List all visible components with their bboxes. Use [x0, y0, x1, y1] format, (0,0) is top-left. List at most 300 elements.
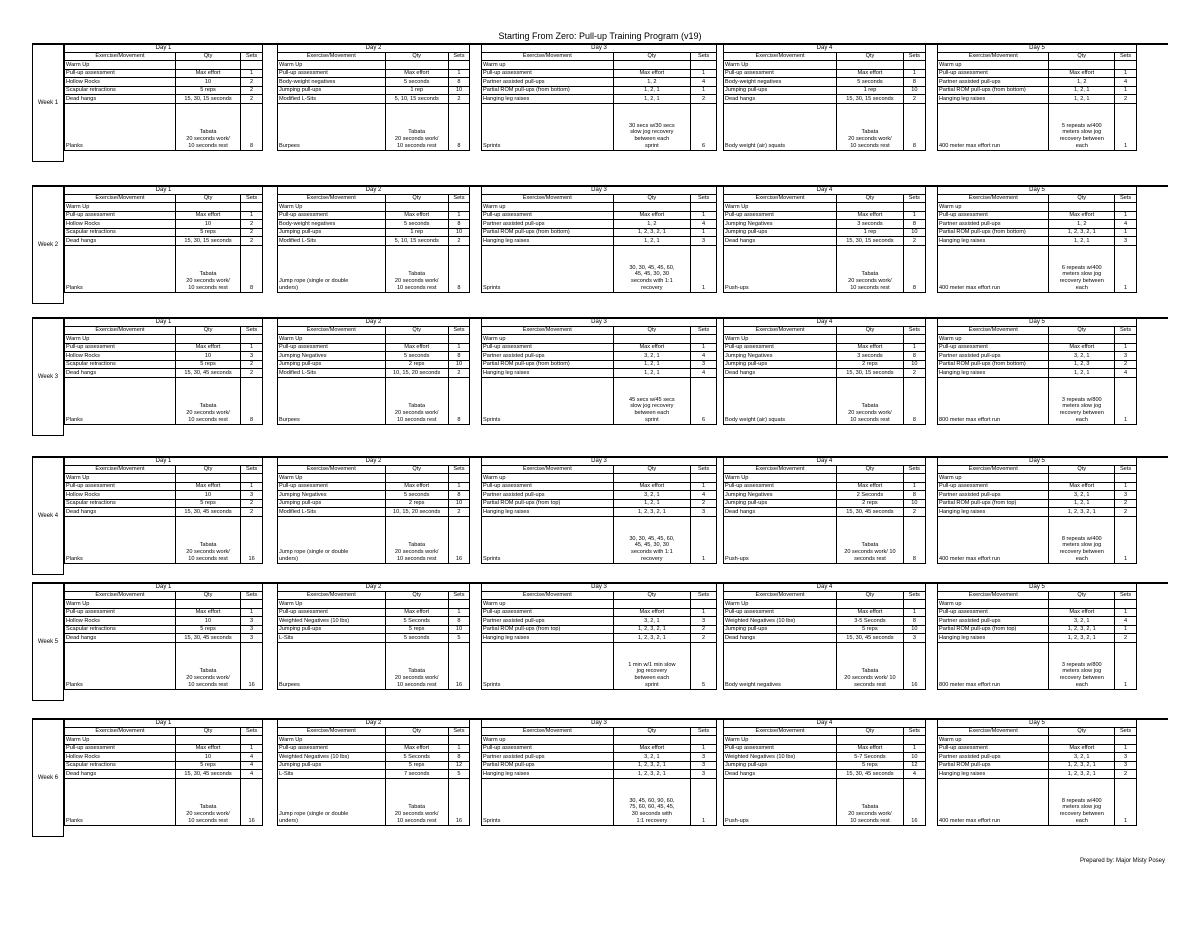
exercise-cell: Dead hangs [724, 369, 837, 378]
exercise-cell: Dead hangs [65, 634, 176, 643]
exercise-cell: Scapular retractions [65, 499, 176, 508]
exercise-row [724, 61, 926, 70]
exercise-row [724, 770, 926, 779]
day-header: Day 5 [938, 44, 1137, 53]
exercise-cell: Sprints [482, 245, 614, 292]
exercise-row [278, 220, 470, 229]
qty-cell: 5-7 Seconds [837, 753, 904, 762]
exercise-row [278, 203, 470, 212]
sets-cell: 1 [691, 482, 717, 491]
sets-cell: 3 [691, 770, 717, 779]
day-header: Day 4 [724, 719, 926, 728]
sets-cell: 2 [691, 634, 717, 643]
qty-cell: 1, 2 [613, 220, 691, 229]
exercise-cell: Warm Up [724, 600, 837, 609]
exercise-cell: Warm up [482, 203, 614, 212]
sets-cell: 2 [1115, 770, 1137, 779]
sets-cell [448, 335, 469, 344]
sets-cell: 3 [1115, 352, 1137, 361]
col-header-sets: Sets [448, 728, 469, 736]
exercise-row [482, 103, 717, 150]
col-header-exercise: Exercise/Movement [724, 592, 837, 600]
qty-cell: 15, 30, 15 seconds [175, 237, 240, 246]
exercise-cell: Pull-up assessment [482, 744, 614, 753]
qty-cell: Max effort [837, 211, 904, 220]
qty-cell: 15, 30, 15 seconds [837, 95, 904, 104]
col-header-exercise: Exercise/Movement [278, 728, 386, 736]
qty-cell: 30, 45, 60, 90, 60, 75, 60, 60, 45, 45, 30 seconds with 1:1 recovery [613, 778, 691, 825]
exercise-cell: Jumping pull-ups [278, 228, 386, 237]
exercise-cell: Jumping pull-ups [278, 499, 386, 508]
exercise-row [482, 86, 717, 95]
sets-cell: 1 [241, 608, 263, 617]
exercise-row [65, 617, 263, 626]
qty-cell [175, 203, 240, 212]
sets-cell [448, 203, 469, 212]
sets-cell [903, 61, 925, 70]
sets-cell: 10 [448, 86, 469, 95]
exercise-cell: Pull-up assessment [724, 744, 837, 753]
sets-cell [448, 600, 469, 609]
col-header-qty: Qty [837, 195, 904, 203]
col-header-exercise: Exercise/Movement [482, 53, 614, 61]
qty-cell: 10 [175, 491, 240, 500]
qty-cell: Max effort [175, 482, 240, 491]
sets-cell: 8 [903, 103, 925, 150]
exercise-cell: Partner assisted pull-ups [482, 220, 614, 229]
exercise-row [938, 343, 1137, 352]
exercise-cell: Jumping pull-ups [724, 761, 837, 770]
exercise-row [938, 78, 1137, 87]
exercise-cell: Pull-up assessment [65, 343, 176, 352]
qty-cell [385, 600, 448, 609]
sets-cell: 1 [691, 69, 717, 78]
exercise-cell: Modified L-Sits [278, 369, 386, 378]
qty-cell: Max effort [1049, 744, 1115, 753]
day-table [937, 718, 1136, 826]
exercise-cell: Partial ROM pull-ups (from bottom) [482, 228, 614, 237]
exercise-row [65, 237, 263, 246]
col-header-sets: Sets [691, 327, 717, 335]
qty-cell: 1 min w/1 min slow jog recovery between each sprint [613, 642, 691, 689]
qty-cell [613, 203, 691, 212]
exercise-cell: Push-ups [724, 778, 837, 825]
col-header-exercise: Exercise/Movement [724, 728, 837, 736]
sets-cell [241, 203, 263, 212]
sets-cell: 1 [691, 245, 717, 292]
exercise-cell: Pull-up assessment [278, 482, 386, 491]
qty-cell: Tabata 20 seconds work/ 10 seconds rest [837, 103, 904, 150]
day-header: Day 1 [65, 457, 263, 466]
qty-cell: 5 reps [175, 625, 240, 634]
exercise-row [65, 608, 263, 617]
qty-cell [837, 474, 904, 483]
exercise-row [482, 220, 717, 229]
qty-cell: 5 Seconds [385, 753, 448, 762]
exercise-row [65, 736, 263, 745]
sets-cell: 2 [241, 499, 263, 508]
exercise-cell: Jumping Negatives [724, 220, 837, 229]
qty-cell [1049, 736, 1115, 745]
exercise-cell: Warm Up [65, 600, 176, 609]
exercise-cell: Jumping pull-ups [278, 625, 386, 634]
exercise-row [65, 86, 263, 95]
sets-cell: 2 [241, 86, 263, 95]
qty-cell: 2 reps [837, 499, 904, 508]
sets-cell: 2 [241, 220, 263, 229]
col-header-sets: Sets [903, 195, 925, 203]
exercise-cell: Warm up [482, 600, 614, 609]
qty-cell: 3, 2, 1 [613, 491, 691, 500]
exercise-cell: Pull-up assessment [65, 608, 176, 617]
sets-cell [1115, 474, 1137, 483]
day-header: Day 1 [65, 583, 263, 592]
qty-cell: Max effort [385, 211, 448, 220]
exercise-row [278, 491, 470, 500]
col-header-exercise: Exercise/Movement [482, 592, 614, 600]
sets-cell: 1 [1115, 86, 1137, 95]
sets-cell: 3 [1115, 753, 1137, 762]
exercise-row [278, 228, 470, 237]
exercise-row [278, 625, 470, 634]
exercise-row [938, 753, 1137, 762]
exercise-row [482, 237, 717, 246]
exercise-row [278, 482, 470, 491]
exercise-cell: Warm up [938, 736, 1049, 745]
sets-cell: 2 [903, 237, 925, 246]
exercise-cell: Hanging leg raises [938, 770, 1049, 779]
day-header: Day 2 [278, 44, 470, 53]
sets-cell [903, 736, 925, 745]
sets-cell: 1 [241, 482, 263, 491]
exercise-row [278, 516, 470, 563]
exercise-row [938, 736, 1137, 745]
exercise-row [278, 617, 470, 626]
exercise-cell: 800 meter max effort run [938, 377, 1049, 424]
exercise-cell: Planks [65, 377, 176, 424]
col-header-sets: Sets [241, 327, 263, 335]
sets-cell: 1 [903, 482, 925, 491]
qty-cell: Tabata 20 seconds work/ 10 seconds rest [175, 642, 240, 689]
exercise-row [482, 753, 717, 762]
exercise-cell: Pull-up assessment [938, 211, 1049, 220]
qty-cell [1049, 600, 1115, 609]
exercise-row [278, 211, 470, 220]
exercise-cell: Pull-up assessment [278, 211, 386, 220]
exercise-cell: Warm Up [278, 203, 386, 212]
sets-cell: 10 [903, 86, 925, 95]
qty-cell: 10 [175, 753, 240, 762]
sets-cell: 16 [241, 516, 263, 563]
exercise-row [482, 778, 717, 825]
sets-cell [691, 203, 717, 212]
sets-cell: 1 [1115, 642, 1137, 689]
col-header-qty: Qty [175, 728, 240, 736]
exercise-cell: Hanging leg raises [938, 237, 1049, 246]
sets-cell: 8 [448, 245, 469, 292]
exercise-row [938, 237, 1137, 246]
qty-cell: Max effort [1049, 608, 1115, 617]
exercise-cell: Jumping pull-ups [724, 625, 837, 634]
day-table [277, 718, 469, 826]
sets-cell: 3 [241, 625, 263, 634]
qty-cell [1049, 203, 1115, 212]
qty-cell [175, 61, 240, 70]
col-header-sets: Sets [691, 728, 717, 736]
sets-cell: 2 [1115, 508, 1137, 517]
col-header-qty: Qty [175, 195, 240, 203]
qty-cell: Max effort [837, 744, 904, 753]
sets-cell: 10 [448, 625, 469, 634]
exercise-row [65, 474, 263, 483]
col-header-exercise: Exercise/Movement [724, 195, 837, 203]
qty-cell: 30, 30, 45, 45, 60, 45, 45, 30, 30 seconds with 1:1 recovery [613, 516, 691, 563]
exercise-row [482, 360, 717, 369]
sets-cell [1115, 61, 1137, 70]
col-header-qty: Qty [837, 466, 904, 474]
exercise-cell: Warm up [938, 474, 1049, 483]
exercise-cell: Hollow Rocks [65, 617, 176, 626]
exercise-cell: Pull-up assessment [278, 744, 386, 753]
exercise-cell: Scapular retractions [65, 86, 176, 95]
qty-cell [175, 474, 240, 483]
col-header-sets: Sets [448, 466, 469, 474]
exercise-row [938, 352, 1137, 361]
exercise-row [938, 508, 1137, 517]
exercise-cell: Weighted Negatives (10 lbs) [724, 617, 837, 626]
exercise-row [278, 377, 470, 424]
sets-cell: 8 [448, 220, 469, 229]
sets-cell: 1 [1115, 211, 1137, 220]
qty-cell: 1, 2 [1049, 220, 1115, 229]
exercise-row [724, 220, 926, 229]
exercise-row [724, 228, 926, 237]
sets-cell: 4 [241, 770, 263, 779]
qty-cell: 3, 2, 1 [613, 352, 691, 361]
exercise-row [724, 369, 926, 378]
col-header-exercise: Exercise/Movement [65, 195, 176, 203]
sets-cell: 16 [448, 778, 469, 825]
exercise-row [278, 770, 470, 779]
day-table [723, 582, 925, 690]
sets-cell: 1 [903, 744, 925, 753]
col-header-qty: Qty [175, 592, 240, 600]
exercise-cell: Pull-up assessment [65, 744, 176, 753]
exercise-row [65, 499, 263, 508]
exercise-cell: Scapular retractions [65, 360, 176, 369]
exercise-row [724, 211, 926, 220]
qty-cell: 5 reps [175, 761, 240, 770]
qty-cell: 15, 30, 45 seconds [175, 508, 240, 517]
exercise-row [65, 211, 263, 220]
exercise-row [482, 95, 717, 104]
week-label: Week 1 [32, 43, 64, 162]
exercise-cell: Planks [65, 778, 176, 825]
week-block [32, 718, 1168, 848]
exercise-cell: Jump rope (single or double unders) [278, 245, 386, 292]
qty-cell: 5, 10, 15 seconds [385, 237, 448, 246]
col-header-exercise: Exercise/Movement [724, 327, 837, 335]
sets-cell: 1 [448, 744, 469, 753]
qty-cell: 1, 2, 3, 2, 1 [1049, 770, 1115, 779]
qty-cell: 15, 30, 15 seconds [837, 369, 904, 378]
qty-cell: Max effort [175, 69, 240, 78]
sets-cell [903, 600, 925, 609]
sets-cell: 1 [1115, 744, 1137, 753]
exercise-row [65, 203, 263, 212]
qty-cell: Tabata 20 seconds work/ 10 seconds rest [175, 516, 240, 563]
exercise-cell: Jumping pull-ups [724, 86, 837, 95]
qty-cell: Max effort [175, 343, 240, 352]
exercise-cell: Partial ROM pull-ups (from bottom) [938, 228, 1049, 237]
exercise-row [724, 335, 926, 344]
qty-cell: Max effort [613, 744, 691, 753]
sets-cell: 8 [903, 245, 925, 292]
exercise-cell: Pull-up assessment [938, 69, 1049, 78]
exercise-row [938, 642, 1137, 689]
sets-cell: 2 [448, 369, 469, 378]
qty-cell: 3, 2, 1 [613, 617, 691, 626]
sets-cell [903, 203, 925, 212]
col-header-sets: Sets [1115, 327, 1137, 335]
exercise-cell: L-Sits [278, 770, 386, 779]
sets-cell: 10 [448, 228, 469, 237]
day-header: Day 5 [938, 719, 1137, 728]
day-header: Day 4 [724, 44, 926, 53]
sets-cell: 2 [691, 499, 717, 508]
exercise-row [65, 61, 263, 70]
exercise-cell: Partial ROM pull-ups (from bottom) [938, 86, 1049, 95]
week-block [32, 582, 1168, 712]
col-header-exercise: Exercise/Movement [482, 327, 614, 335]
sets-cell: 8 [903, 516, 925, 563]
exercise-cell: Pull-up assessment [482, 343, 614, 352]
sets-cell: 3 [241, 617, 263, 626]
qty-cell [613, 736, 691, 745]
qty-cell: Max effort [385, 482, 448, 491]
exercise-cell: Hanging leg raises [482, 369, 614, 378]
exercise-row [724, 352, 926, 361]
week-label: Week 2 [32, 185, 64, 304]
qty-cell: Max effort [837, 343, 904, 352]
day-table [277, 185, 469, 293]
exercise-cell: Pull-up assessment [938, 608, 1049, 617]
exercise-cell: Hollow Rocks [65, 220, 176, 229]
exercise-row [278, 86, 470, 95]
exercise-cell: Burpees [278, 642, 386, 689]
exercise-cell: Jumping Negatives [278, 352, 386, 361]
col-header-qty: Qty [613, 466, 691, 474]
week-block [32, 317, 1168, 447]
exercise-row [65, 482, 263, 491]
day-table [481, 582, 716, 690]
col-header-qty: Qty [837, 327, 904, 335]
col-header-exercise: Exercise/Movement [278, 195, 386, 203]
exercise-row [278, 78, 470, 87]
qty-cell: Tabata 20 seconds work/ 10 seconds rest [385, 778, 448, 825]
exercise-cell: Pull-up assessment [724, 211, 837, 220]
exercise-row [724, 642, 926, 689]
qty-cell: Max effort [175, 211, 240, 220]
exercise-cell: Warm up [482, 474, 614, 483]
qty-cell: Max effort [1049, 343, 1115, 352]
exercise-row [278, 360, 470, 369]
sets-cell: 1 [1115, 343, 1137, 352]
day-table [277, 43, 469, 151]
exercise-cell: Hollow Rocks [65, 78, 176, 87]
exercise-cell: Modified L-Sits [278, 95, 386, 104]
exercise-cell: Hanging leg raises [938, 634, 1049, 643]
exercise-row [724, 608, 926, 617]
exercise-row [938, 770, 1137, 779]
exercise-row [938, 220, 1137, 229]
qty-cell: 5 Seconds [385, 617, 448, 626]
qty-cell: 3-5 Seconds [837, 617, 904, 626]
qty-cell: Tabata 20 seconds work/ 10 seconds rest [385, 642, 448, 689]
col-header-sets: Sets [241, 466, 263, 474]
exercise-row [724, 744, 926, 753]
exercise-row [65, 770, 263, 779]
exercise-cell: Burpees [278, 377, 386, 424]
day-table [937, 43, 1136, 151]
sets-cell: 1 [241, 69, 263, 78]
sets-cell [691, 335, 717, 344]
qty-cell: Max effort [613, 482, 691, 491]
sets-cell [1115, 203, 1137, 212]
exercise-cell: Pull-up assessment [938, 744, 1049, 753]
day-table [937, 185, 1136, 293]
exercise-cell: 400 meter max effort run [938, 778, 1049, 825]
sets-cell: 1 [1115, 625, 1137, 634]
sets-cell: 10 [903, 499, 925, 508]
qty-cell: Max effort [613, 608, 691, 617]
qty-cell: Max effort [613, 343, 691, 352]
day-header: Day 2 [278, 583, 470, 592]
day-table [481, 718, 716, 826]
exercise-row [65, 634, 263, 643]
qty-cell: Max effort [1049, 482, 1115, 491]
exercise-cell: Dead hangs [65, 237, 176, 246]
qty-cell: 1, 2 [613, 78, 691, 87]
exercise-row [938, 761, 1137, 770]
qty-cell: Max effort [385, 608, 448, 617]
exercise-cell: Partner assisted pull-ups [482, 491, 614, 500]
day-header: Day 2 [278, 318, 470, 327]
exercise-cell: Partner assisted pull-ups [938, 78, 1049, 87]
sets-cell: 1 [448, 343, 469, 352]
qty-cell: Tabata 20 seconds work/ 10 seconds rest [385, 377, 448, 424]
exercise-row [65, 360, 263, 369]
exercise-row [724, 203, 926, 212]
exercise-row [65, 220, 263, 229]
exercise-row [278, 499, 470, 508]
qty-cell: 1 rep [837, 86, 904, 95]
exercise-row [65, 744, 263, 753]
sets-cell: 3 [1115, 237, 1137, 246]
exercise-row [724, 237, 926, 246]
col-header-qty: Qty [837, 728, 904, 736]
qty-cell [613, 335, 691, 344]
exercise-cell: Warm Up [278, 600, 386, 609]
exercise-cell: Warm Up [724, 474, 837, 483]
sets-cell: 12 [903, 761, 925, 770]
qty-cell: 1, 2, 3, 2, 1 [1049, 625, 1115, 634]
day-header: Day 4 [724, 583, 926, 592]
exercise-row [482, 508, 717, 517]
qty-cell: 8 repeats w/400 meters slow jog recovery between each [1049, 778, 1115, 825]
qty-cell: 10, 15, 20 seconds [385, 508, 448, 517]
col-header-exercise: Exercise/Movement [65, 728, 176, 736]
